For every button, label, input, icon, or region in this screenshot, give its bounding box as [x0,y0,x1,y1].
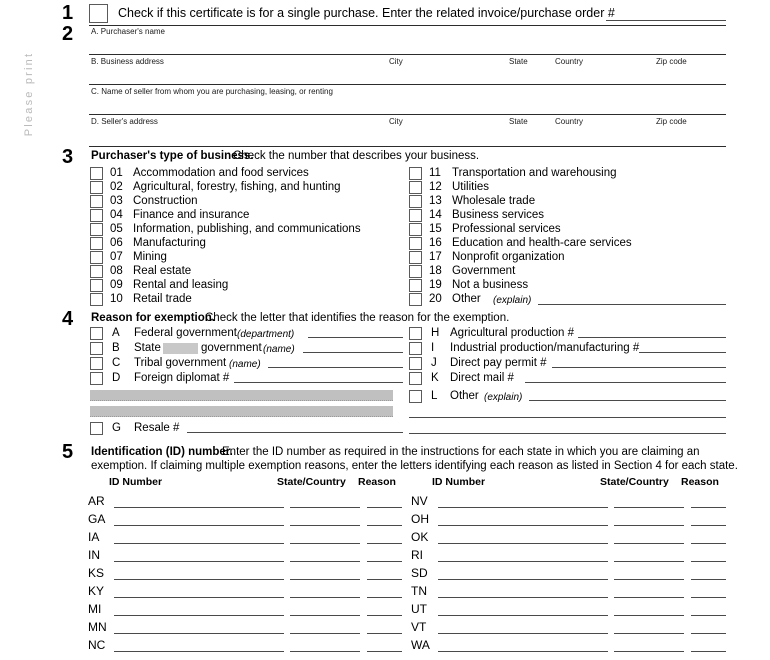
business-type-code-17: 17 [429,251,442,263]
row-b-top-rule [89,54,726,55]
section-1-number: 1 [62,2,74,24]
reason-line-ok[interactable] [691,543,726,544]
business-type-code-11: 11 [429,167,441,179]
business-type-code-02: 02 [110,181,123,193]
business-type-label-18: Government [452,265,516,277]
business-type-code-07: 07 [110,251,123,263]
id-number-line-ks[interactable] [114,579,284,580]
business-type-checkbox-06[interactable] [90,237,103,250]
exemption-reason-code-a: A [112,327,120,339]
id-number-line-oh[interactable] [438,525,608,526]
id-number-line-sd[interactable] [438,579,608,580]
business-type-label-03: Construction [133,195,198,207]
business-type-code-09: 09 [110,279,123,291]
business-type-checkbox-12[interactable] [409,181,422,194]
state-abbr-ut: UT [411,602,427,616]
exemption-reason-note-c: (name) [229,359,261,370]
business-type-label-12: Utilities [452,181,490,193]
business-type-label-11: Transportation and warehousing [452,167,617,179]
state-abbr-nv: NV [411,494,428,508]
exemption-reason-label-l: Other [450,390,479,402]
business-type-code-05: 05 [110,223,123,235]
business-type-code-20: 20 [429,293,442,305]
business-type-label-05: Information, publishing, and communications [133,223,361,235]
id-number-line-vt[interactable] [438,633,608,634]
business-type-checkbox-03[interactable] [90,195,103,208]
exemption-reason-extra-line-1[interactable] [409,417,726,418]
column-header-right-state-country: State/Country [600,476,669,488]
exemption-reason-checkbox-c[interactable] [90,357,103,370]
business-type-checkbox-09[interactable] [90,279,103,292]
exemption-reason-checkbox-d[interactable] [90,372,103,385]
business-type-checkbox-05[interactable] [90,223,103,236]
reason-line-nv[interactable] [691,507,726,508]
business-type-code-13: 13 [429,195,442,207]
exemption-reason-code-k: K [431,372,439,384]
state-abbr-ar: AR [88,494,105,508]
state-abbr-ks: KS [88,566,105,580]
business-type-checkbox-18[interactable] [409,265,422,278]
business-type-code-14: 14 [429,209,442,221]
state-country-line-ut[interactable] [614,615,684,616]
reason-line-vt[interactable] [691,633,726,634]
column-header-right-id-number: ID Number [432,476,486,488]
column-header-left-state-country: State/Country [277,476,346,488]
state-abbr-in: IN [88,548,100,562]
business-type-checkbox-10[interactable] [90,293,103,306]
business-type-code-18: 18 [429,265,442,277]
section-3-title: Purchaser's type of business. [91,150,254,162]
column-header-right-reason: Reason [681,476,719,488]
business-type-label-04: Finance and insurance [133,209,250,221]
exemption-reason-line-h[interactable] [578,337,726,338]
exemption-reason-checkbox-k[interactable] [409,372,422,385]
section-5-instruction-line2: exemption. If claiming multiple exemption reasons, enter the letters identifying each reason as listed in Section 4 for each state. [91,460,738,472]
business-type-code-04: 04 [110,209,123,221]
exemption-reason-checkbox-h[interactable] [409,327,422,340]
business-type-label-16: Education and health-care services [452,237,632,249]
exemption-reason-note-a: (department) [237,329,295,340]
row-a-top-rule [89,25,726,26]
redaction-bar-e [90,390,393,401]
business-type-checkbox-08[interactable] [90,265,103,278]
id-number-line-ky[interactable] [114,597,284,598]
reason-line-ut[interactable] [691,615,726,616]
row-d-top-rule [89,114,726,115]
section-4-instruction: Check the letter that identifies the reason for the exemption. [205,312,510,324]
business-type-label-19: Not a business [452,279,529,291]
field-label-b-zip: Zip code [656,57,687,66]
please-print-label: Please print [23,51,35,137]
business-type-label-06: Manufacturing [133,237,206,249]
id-number-line-wa[interactable] [438,651,608,652]
business-type-code-08: 08 [110,265,123,277]
exemption-reason-checkbox-l[interactable] [409,390,422,403]
state-abbr-ky: KY [88,584,105,598]
business-type-label-10: Retail trade [133,293,192,305]
business-type-label-20: Other [452,293,481,305]
state-country-line-sd[interactable] [614,579,684,580]
column-header-left-id-number: ID Number [109,476,163,488]
business-type-checkbox-15[interactable] [409,223,422,236]
field-label-d-state: State [509,117,528,126]
field-label-d-country: Country [555,117,584,126]
field-label-b-city: City [389,57,403,66]
business-type-checkbox-20[interactable] [409,293,422,306]
exemption-reason-label-b: State [134,342,161,354]
reason-line-ia[interactable] [367,543,402,544]
state-country-line-mn[interactable] [290,633,360,634]
business-type-code-16: 16 [429,237,442,249]
state-country-line-ks[interactable] [290,579,360,580]
state-country-line-oh[interactable] [614,525,684,526]
reason-line-oh[interactable] [691,525,726,526]
state-abbr-vt: VT [411,620,427,634]
redaction-bar-f [90,406,393,417]
exemption-reason-label-g: Resale # [134,422,180,434]
field-label-business-address: B. Business address [91,57,164,66]
exemption-reason-line-j[interactable] [552,367,726,368]
exemption-reason-checkbox-g[interactable] [90,422,103,435]
state-country-line-nc[interactable] [290,651,360,652]
business-type-label-15: Professional services [452,223,561,235]
exemption-reason-line-c[interactable] [268,367,403,368]
id-number-line-ia[interactable] [114,543,284,544]
id-number-line-ar[interactable] [114,507,284,508]
exemption-reason-code-l: L [431,390,438,402]
exemption-reason-line-b[interactable] [303,352,403,353]
state-country-line-wa[interactable] [614,651,684,652]
exemption-reason-line-l[interactable] [529,400,726,401]
reason-line-sd[interactable] [691,579,726,580]
state-country-line-tn[interactable] [614,597,684,598]
business-type-checkbox-19[interactable] [409,279,422,292]
field-label-b-state: State [509,57,528,66]
exemption-reason-code-i: I [431,342,435,354]
business-type-label-17: Nonprofit organization [452,251,565,263]
business-type-note-20: (explain) [493,295,532,306]
business-type-label-08: Real estate [133,265,192,277]
business-type-checkbox-11[interactable] [409,167,422,180]
exemption-reason-label-a: Federal government [134,327,237,339]
single-purchase-checkbox[interactable] [89,4,108,23]
reason-line-ri[interactable] [691,561,726,562]
state-country-line-ri[interactable] [614,561,684,562]
state-abbr-oh: OH [411,512,429,526]
section-3-top-rule [89,146,726,147]
reason-line-tn[interactable] [691,597,726,598]
business-type-other-line[interactable] [538,304,726,305]
business-type-checkbox-17[interactable] [409,251,422,264]
business-type-checkbox-16[interactable] [409,237,422,250]
state-country-line-ga[interactable] [290,525,360,526]
business-type-label-14: Business services [452,209,545,221]
exemption-reason-code-j: J [431,357,437,369]
exemption-reason-label-k: Direct mail # [450,372,514,384]
section-5-instruction-line1: Enter the ID number as required in the instructions for each state in which you are claiming an [222,446,700,458]
reason-line-ks[interactable] [367,579,402,580]
business-type-code-10: 10 [110,293,123,305]
exemption-reason-label-c: Tribal government [134,357,227,369]
section-4-number: 4 [62,308,74,330]
business-type-checkbox-04[interactable] [90,209,103,222]
exemption-reason-label-d: Foreign diplomat # [134,372,230,384]
exemption-reason-line-k[interactable] [525,382,726,383]
state-abbr-ia: IA [88,530,100,544]
id-number-line-ok[interactable] [438,543,608,544]
column-header-left-reason: Reason [358,476,396,488]
state-abbr-ri: RI [411,548,423,562]
state-country-line-mi[interactable] [290,615,360,616]
id-number-line-mi[interactable] [114,615,284,616]
reason-line-ar[interactable] [367,507,402,508]
exemption-reason-code-g: G [112,422,121,434]
exemption-reason-label-b2: government [201,342,262,354]
id-number-line-nc[interactable] [114,651,284,652]
business-type-code-15: 15 [429,223,442,235]
reason-line-in[interactable] [367,561,402,562]
section-1-text: Check if this certificate is for a single purchase. Enter the related invoice/purchase order # [118,6,615,20]
state-abbr-ok: OK [411,530,429,544]
exemption-reason-line-a[interactable] [308,337,403,338]
section-5-title: Identification (ID) number. [91,446,233,458]
business-type-label-01: Accommodation and food services [133,167,309,179]
exemption-reason-code-b: B [112,342,120,354]
state-country-line-nv[interactable] [614,507,684,508]
exemption-reason-label-h: Agricultural production # [450,327,575,339]
id-number-line-in[interactable] [114,561,284,562]
business-type-code-01: 01 [110,167,123,179]
id-number-line-ut[interactable] [438,615,608,616]
exemption-reason-label-j: Direct pay permit # [450,357,547,369]
state-abbr-sd: SD [411,566,428,580]
id-number-line-tn[interactable] [438,597,608,598]
section-3-instruction: Check the number that describes your business. [233,150,480,162]
invoice-order-number-line[interactable] [606,20,726,21]
id-number-line-ri[interactable] [438,561,608,562]
field-label-d-city: City [389,117,403,126]
id-number-line-nv[interactable] [438,507,608,508]
id-number-line-mn[interactable] [114,633,284,634]
business-type-label-02: Agricultural, forestry, fishing, and hunting [133,181,341,193]
business-type-code-12: 12 [429,181,442,193]
redaction-state-field [163,343,198,354]
business-type-code-19: 19 [429,279,442,291]
state-abbr-wa: WA [411,638,430,652]
business-type-checkbox-02[interactable] [90,181,103,194]
business-type-checkbox-13[interactable] [409,195,422,208]
state-country-line-ia[interactable] [290,543,360,544]
field-label-b-country: Country [555,57,584,66]
exemption-reason-code-c: C [112,357,121,369]
exemption-reason-checkbox-i[interactable] [409,342,422,355]
field-label-d-zip: Zip code [656,117,687,126]
exemption-reason-code-h: H [431,327,440,339]
state-abbr-ga: GA [88,512,106,526]
state-country-line-ar[interactable] [290,507,360,508]
business-type-code-06: 06 [110,237,123,249]
state-country-line-ok[interactable] [614,543,684,544]
state-country-line-in[interactable] [290,561,360,562]
business-type-label-09: Rental and leasing [133,279,229,291]
reason-line-mi[interactable] [367,615,402,616]
section-2-number: 2 [62,23,74,45]
row-c-top-rule [89,84,726,85]
exemption-reason-checkbox-a[interactable] [90,327,103,340]
business-type-checkbox-14[interactable] [409,209,422,222]
state-abbr-mi: MI [88,602,102,616]
field-label-seller-address: D. Seller's address [91,117,158,126]
reason-line-wa[interactable] [691,651,726,652]
exemption-reason-line-i[interactable] [639,352,726,353]
reason-line-nc[interactable] [367,651,402,652]
section-5-number: 5 [62,441,74,463]
id-number-line-ga[interactable] [114,525,284,526]
exemption-reason-line-d[interactable] [234,382,403,383]
business-type-label-07: Mining [133,251,167,263]
exemption-reason-note-b: (name) [263,344,295,355]
business-type-label-13: Wholesale trade [452,195,536,207]
business-type-code-03: 03 [110,195,123,207]
business-type-checkbox-01[interactable] [90,167,103,180]
state-abbr-tn: TN [411,584,427,598]
business-type-checkbox-07[interactable] [90,251,103,264]
field-label-seller-name: C. Name of seller from whom you are purchasing, leasing, or renting [91,87,333,96]
exemption-reason-checkbox-b[interactable] [90,342,103,355]
state-abbr-nc: NC [88,638,106,652]
reason-line-ky[interactable] [367,597,402,598]
section-3-number: 3 [62,146,74,168]
section-4-title: Reason for exemption. [91,312,215,324]
exemption-reason-extra-line-2[interactable] [409,433,726,434]
state-country-line-ky[interactable] [290,597,360,598]
exemption-reason-note-l: (explain) [484,392,523,403]
field-label-purchaser-name: A. Purchaser's name [91,27,166,36]
state-country-line-vt[interactable] [614,633,684,634]
reason-line-ga[interactable] [367,525,402,526]
exemption-reason-checkbox-j[interactable] [409,357,422,370]
exemption-reason-label-i: Industrial production/manufacturing # [450,342,640,354]
state-abbr-mn: MN [88,620,107,634]
reason-line-mn[interactable] [367,633,402,634]
exemption-reason-line-g[interactable] [187,432,403,433]
exemption-reason-code-d: D [112,372,121,384]
